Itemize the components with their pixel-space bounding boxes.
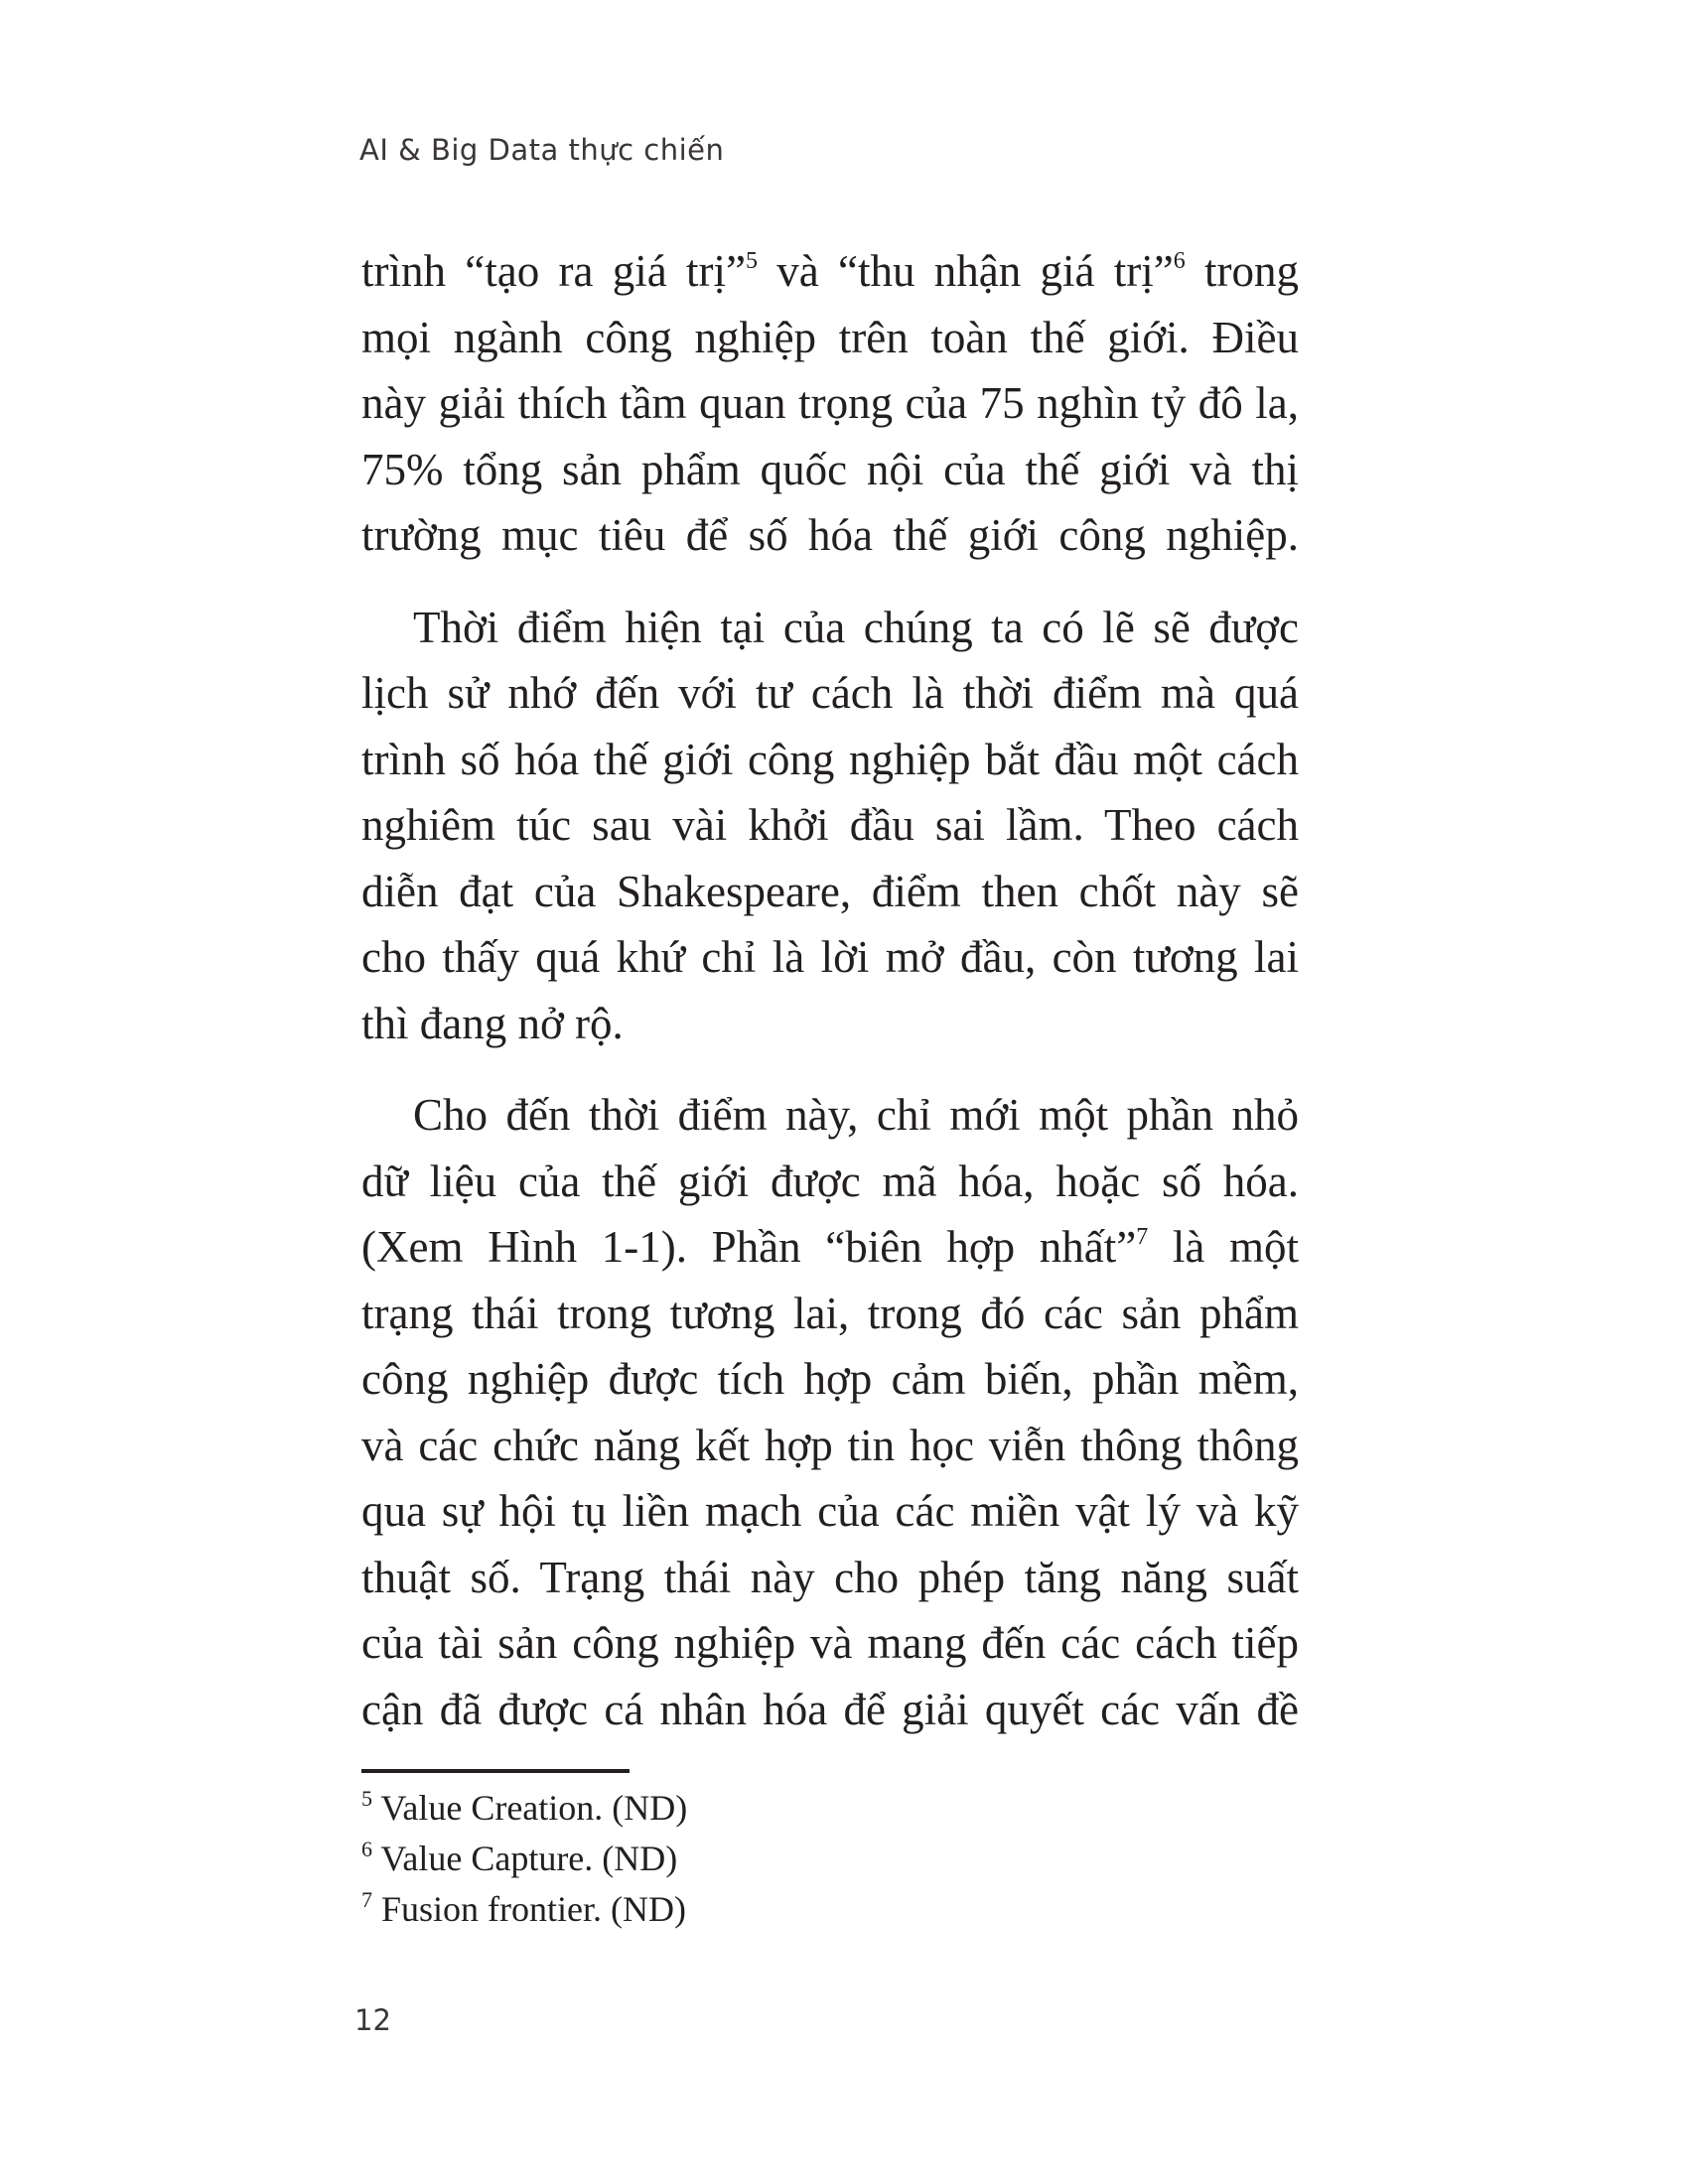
text-line: qua sự hội tụ liền mạch của các miền vật lý và kỹ: [361, 1486, 1299, 1536]
footnote-divider: [361, 1769, 630, 1773]
text-line: diễn đạt của Shakespeare, điểm then chốt này sẽ: [361, 866, 1299, 916]
text-line: (Xem Hình 1-1). Phần “biên hợp nhất”$^7$ là một: [361, 1222, 1299, 1272]
text-line: Cho đến thời điểm này, chỉ mới một phần nhỏ: [413, 1090, 1299, 1140]
text-line: và các chức năng kết hợp tin học viễn thông thông: [361, 1420, 1299, 1470]
text-line: thuật số. Trạng thái này cho phép tăng năng suất: [361, 1552, 1299, 1602]
text-line: 75% tổng sản phẩm quốc nội của thế giới và thị: [361, 444, 1299, 494]
footnote-ref-5[interactable]: 5: [745, 248, 758, 274]
footnote-6: $^6$ Value Capture. (ND): [361, 1837, 678, 1878]
text-line: nghiêm túc sau vài khởi đầu sai lầm. Theo cách: [361, 800, 1299, 850]
text-line: công nghiệp được tích hợp cảm biến, phần mềm,: [361, 1354, 1299, 1404]
page-number: 12: [354, 2003, 391, 2037]
running-head: AI & Big Data thực chiến: [359, 133, 725, 167]
text-line: trạng thái trong tương lai, trong đó các sản phẩm: [361, 1288, 1299, 1338]
body-text: [361, 238, 1299, 1768]
text-line: dữ liệu của thế giới được mã hóa, hoặc số hóa.: [361, 1156, 1299, 1206]
footnotes: [361, 1783, 687, 1935]
text-line: cận đã được cá nhân hóa để giải quyết các vấn đề: [361, 1684, 1299, 1734]
text-line: của tài sản công nghiệp và mang đến các cách tiếp: [361, 1618, 1299, 1668]
text-line: thì đang nở rộ.: [361, 998, 624, 1048]
footnote-7: $^7$ Fusion frontier. (ND): [361, 1887, 686, 1929]
text-line: trình “tạo ra giá trị”$^5$ và “thu nhận giá trị”$^6$ trong: [361, 246, 1299, 296]
text-line: trường mục tiêu để số hóa thế giới công nghiệp.: [361, 510, 1299, 560]
text-line: này giải thích tầm quan trọng của 75 nghìn tỷ đô la,: [361, 378, 1299, 428]
text-line: cho thấy quá khứ chỉ là lời mở đầu, còn tương lai: [361, 932, 1299, 982]
footnote-ref-6[interactable]: 6: [1173, 248, 1186, 274]
paragraph-3: [361, 1082, 1299, 1742]
footnote-5: $^5$ Value Creation. (ND): [361, 1786, 688, 1828]
paragraph-2: [361, 595, 1299, 1057]
text-line: mọi ngành công nghiệp trên toàn thế giới. Điều: [361, 312, 1299, 362]
text-line: lịch sử nhớ đến với tư cách là thời điểm mà quá: [361, 668, 1299, 718]
text-line: Thời điểm hiện tại của chúng ta có lẽ sẽ được: [413, 602, 1299, 652]
footnote-ref-7[interactable]: 7: [1136, 1224, 1149, 1250]
paragraph-1: [361, 238, 1299, 569]
text-line: trình số hóa thế giới công nghiệp bắt đầu một cách: [361, 734, 1299, 784]
